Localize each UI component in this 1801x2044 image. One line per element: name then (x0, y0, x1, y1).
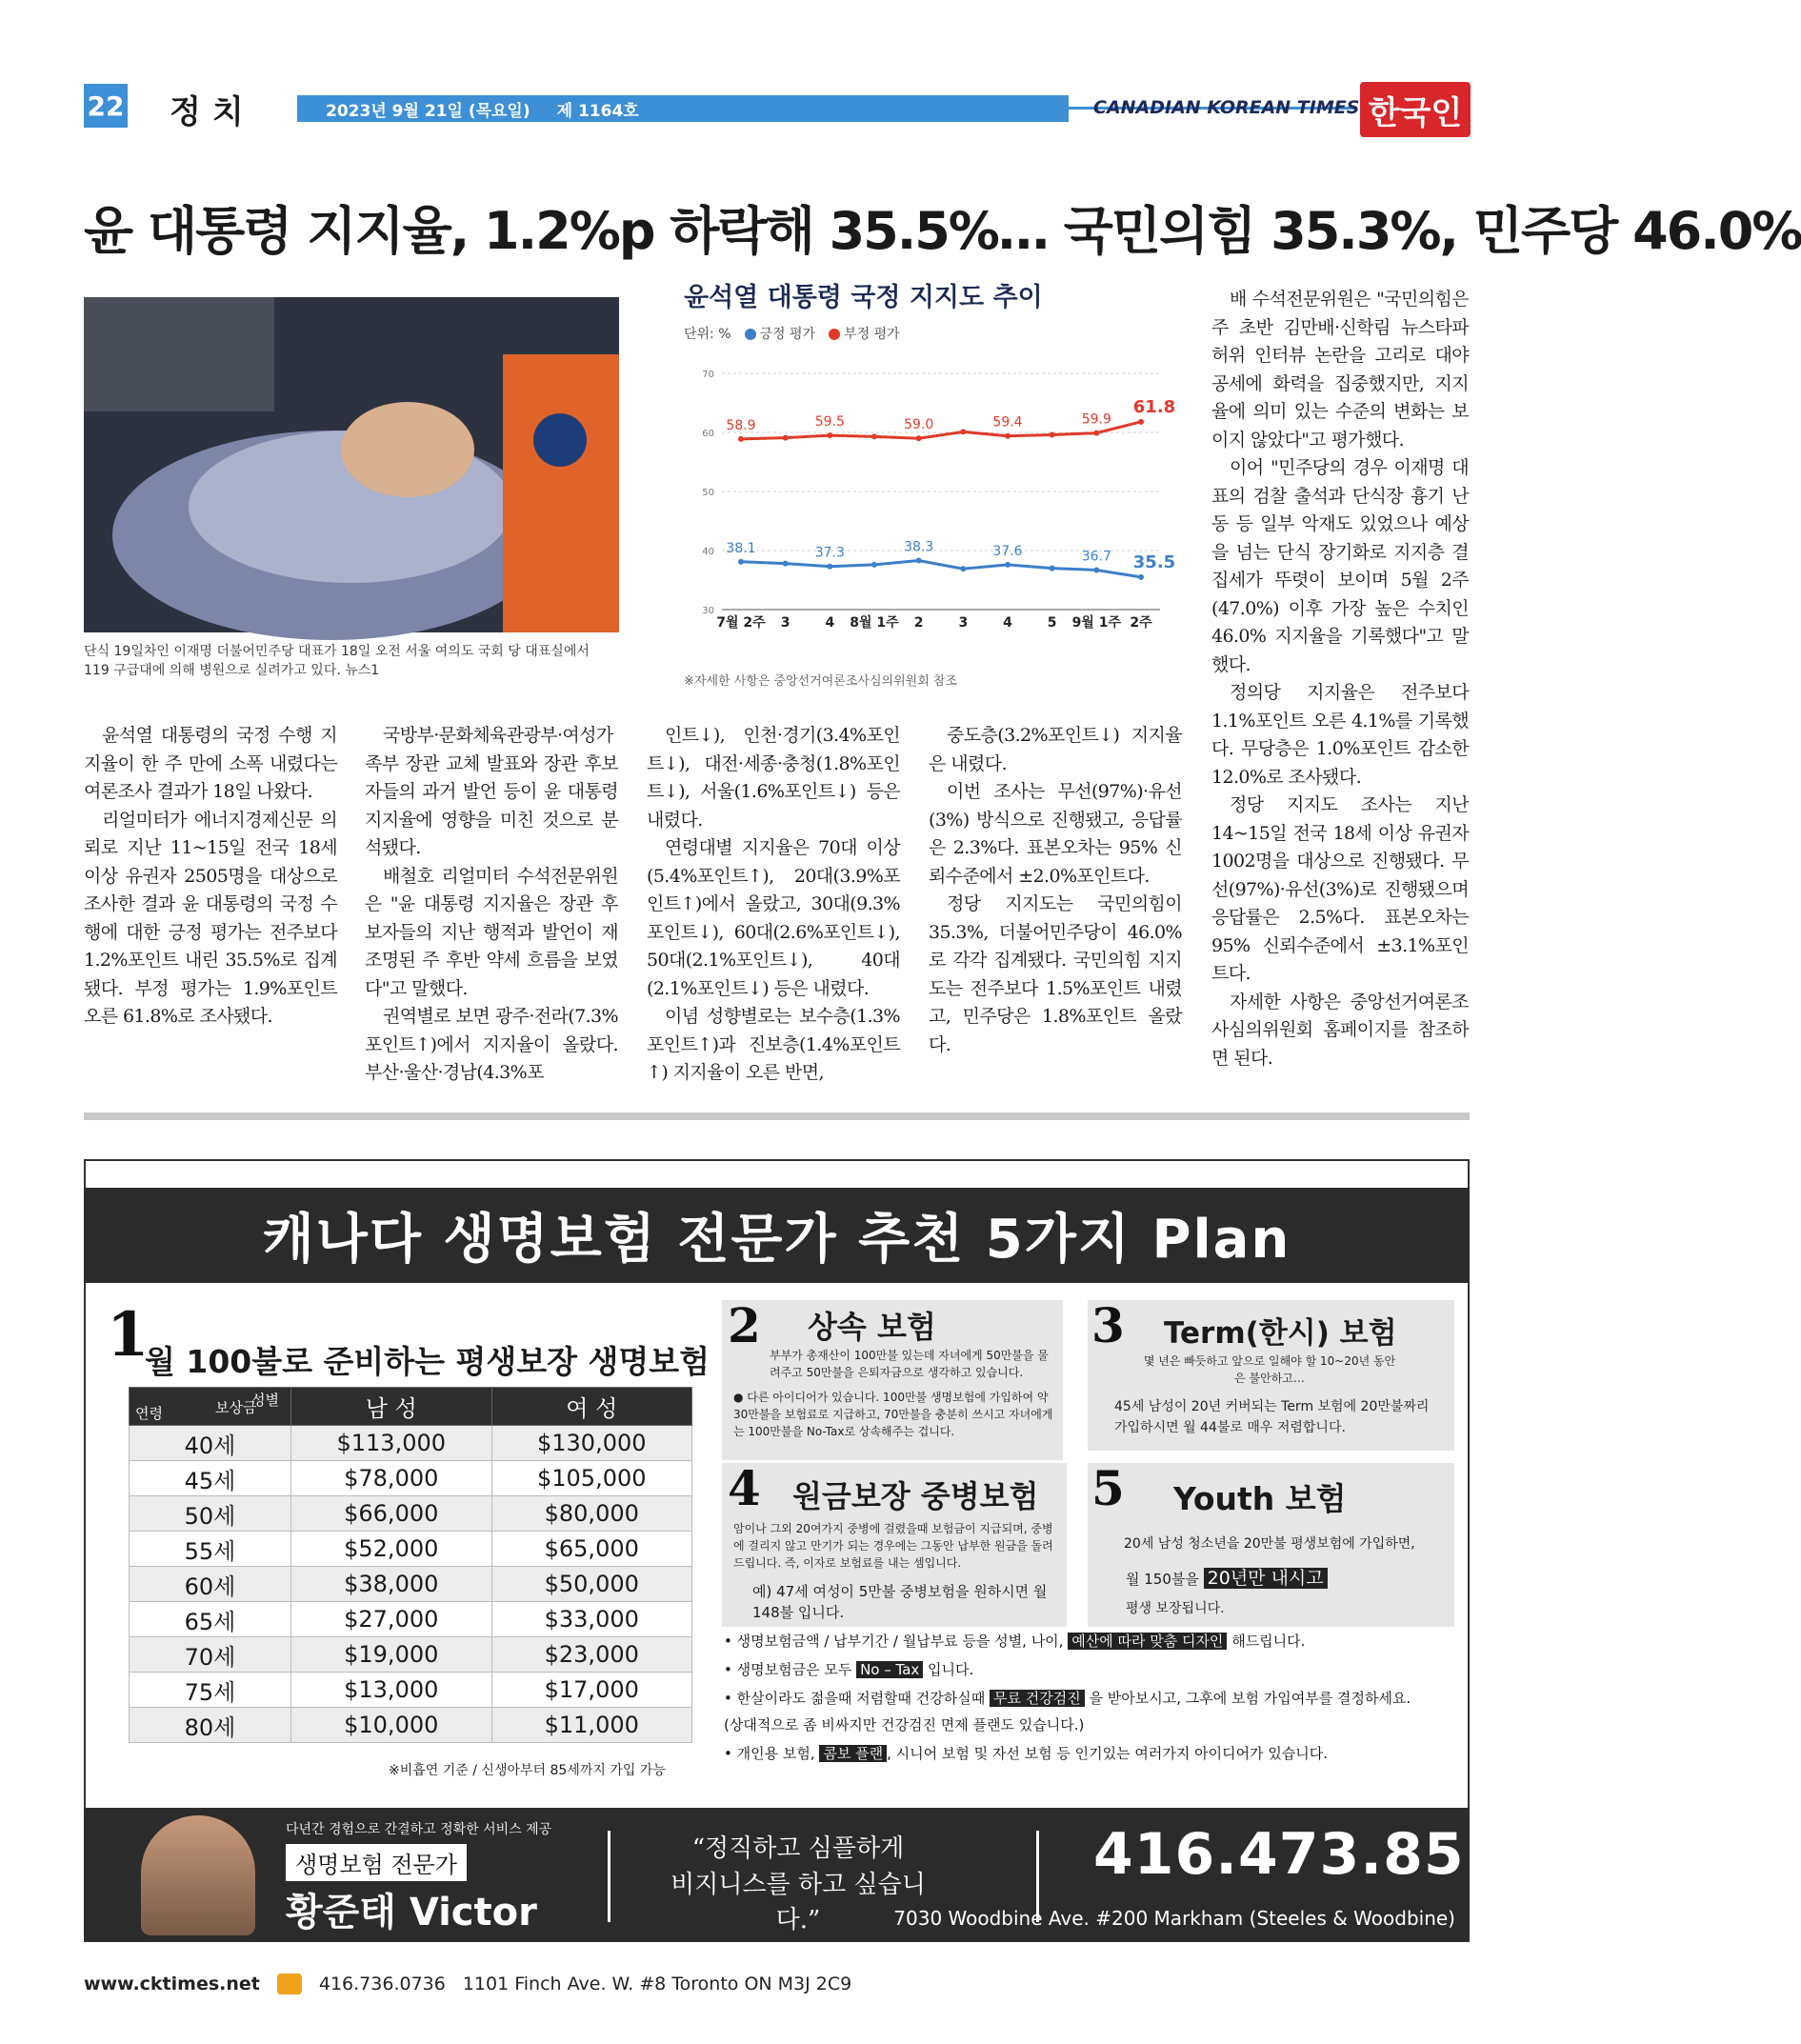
agent-quote-1: “정직하고 심플하게 (691, 1834, 905, 1863)
data-label: 37.3 (814, 545, 845, 561)
rate-cell-female: $17,000 (491, 1673, 692, 1708)
rate-cell-female: $33,000 (491, 1602, 692, 1637)
table-row (130, 1673, 692, 1708)
plan5-text2: 월 150불을 20년만 내시고 (1126, 1564, 1328, 1590)
rate-cell-age: 40세 (130, 1426, 291, 1461)
plan1-title: 월 100불로 준비하는 평생보장 생명보험 (145, 1343, 710, 1380)
table-corner-header: 성별 연령 보상금 (130, 1388, 291, 1426)
article-paragraph: 권역별로 보면 광주·전라(7.3%포인트↑)에서 지지율이 올랐다. 부산·울산·경남(4.3%포 (365, 1006, 618, 1083)
table-row (130, 1708, 692, 1743)
rate-cell-age: 60세 (130, 1567, 291, 1602)
rate-cell-female: $65,000 (491, 1532, 692, 1567)
photo-illustration (84, 297, 619, 632)
article-paragraph: 이어 "민주당의 경우 이재명 대표의 검찰 출석과 단식장 흉기 난동 등 일부 악재도 있었으나 예상을 넘는 단식 장기화로 지지층 결집세가 뚜렷이 보이며 5월 2주(47.0%) 이후 가장 높은 수치인 46.0% 지지율을 기록했다"고 말했다. (1211, 457, 1469, 675)
article-paragraph: 배 수석전문위원은 "국민의힘은 주 초반 김만배·신학림 뉴스타파 허위 인터뷰 논란을 고리로 대야 공세에 화력을 집중했지만, 지지율에 의미 있는 수준의 변화는 보이지 않았다"고 평가했다. (1211, 289, 1469, 451)
article-paragraph: 리얼미터가 에너지경제신문 의뢰로 지난 11~15일 전국 18세 이상 유권자 2505명을 대상으로 조사한 결과 윤 대통령의 국정 수행에 대한 긍정 평가는 전주보다 1.2%포인트 내린 35.5%로 집계됐다. 부정 평가는 1.9%포인트 오른 61.8%로 조사됐다. (84, 809, 337, 1027)
table-row (130, 1637, 692, 1673)
x-tick-label: 9월 1주 (1071, 615, 1122, 631)
chart-note: ※자세한 사항은 중앙선거여론조사심의위원회 참조 (684, 674, 958, 689)
x-tick-label: 5 (1047, 615, 1057, 631)
plan4-number: 4 (728, 1460, 761, 1516)
y-tick-label: 30 (702, 606, 714, 616)
bullet-highlight: 콤보 플랜 (819, 1745, 887, 1762)
agent-phone[interactable]: 416.473.8510 (1093, 1821, 1547, 1888)
footer-address: 1101 Finch Ave. W. #8 Toronto ON M3J 2C9 (462, 1974, 852, 1994)
plan4-text2: 예) 47세 여성이 5만불 중병보험을 원하시면 월 148불 입니다. (752, 1583, 1048, 1621)
bullet-highlight: 예산에 따라 맞춤 디자인 (1068, 1633, 1227, 1650)
data-label: 59.0 (904, 417, 934, 433)
data-point (1138, 574, 1144, 580)
rate-cell-female: $105,000 (491, 1461, 692, 1496)
plan5-text1: 20세 남성 청소년을 20만불 평생보험에 가입하면, (1124, 1536, 1415, 1552)
issue-date: 2023년 9월 21일 (목요일) (326, 101, 530, 121)
data-point (738, 559, 744, 565)
article-column-4 (929, 722, 1182, 1059)
rate-cell-female: $50,000 (491, 1567, 692, 1602)
plan4-text1: 암이나 그외 20여가지 중병에 걸렸을때 보험금이 지급되며, 중병에 걸리지 않고 만기가 되는 경우에는 그동안 납부한 원금을 돌려 드립니다. 즉, 이자로 보험료를 내는 셈입니다. (733, 1522, 1053, 1570)
ad-bullet: • 한살이라도 젊을때 저렴할때 건강하실때 무료 건강검진 을 받아보시고, 그후에 보험 가입여부를 결정하세요. (724, 1690, 1411, 1707)
table-row (130, 1532, 692, 1567)
article-paragraph: 자세한 사항은 중앙선거여론조사심의위원회 홈페이지를 참조하면 된다. (1211, 991, 1469, 1069)
plan2-text2: ● 다른 아이디어가 있습니다. 100만불 생명보험에 가입하여 약 30만불을 보험료로 지급하고, 70만불을 충분히 쓰시고 자녀에게는 100만불을 No-Tax로 상속해주는 겁니다. (733, 1391, 1053, 1438)
paper-name-english: CANADIAN KOREAN TIMES (1093, 97, 1360, 118)
rate-cell-male: $13,000 (291, 1673, 492, 1708)
data-point (1050, 566, 1055, 571)
rate-cell-male: $66,000 (291, 1496, 492, 1532)
rate-cell-male: $19,000 (291, 1637, 492, 1673)
article-paragraph: 정의당 지지율은 전주보다 1.1%포인트 오른 4.1%를 기록했다. 무당층은 1.0%포인트 감소한 12.0%로 조사됐다. (1211, 682, 1469, 788)
table-row (130, 1496, 692, 1532)
article-column-1 (84, 722, 337, 1032)
data-point (1138, 419, 1144, 425)
article-paragraph: 연령대별 지지율은 70대 이상(5.4%포인트↑), 20대(3.9%포인트↑)에서 올랐고, 30대(9.3%포인트↓), 60대(2.6%포인트↓), 50대(2.1%포인트↓), 40대(2.1%포인트↓) 등은 내렸다. (647, 837, 900, 999)
plan1-note: ※비흡연 기준 / 신생아부터 85세까지 가입 가능 (389, 1763, 666, 1778)
y-tick-label: 40 (702, 547, 714, 557)
news-photo (84, 297, 619, 632)
y-tick-label: 70 (702, 370, 714, 380)
photo-caption: 단식 19일차인 이재명 더불어민주당 대표가 18일 오전 서울 여의도 국회 당 대표실에서 119 구급대에 의해 병원으로 실려가고 있다. 뉴스1 (84, 644, 590, 678)
rate-cell-female: $23,000 (491, 1637, 692, 1673)
plan2-title: 상속 보험 (808, 1309, 936, 1345)
x-tick-label: 4 (825, 615, 835, 631)
ad-bullet: • 개인용 보험, 콤보 플랜 , 시니어 보험 및 자선 보험 등 인기있는 여러가지 아이디어가 있습니다. (724, 1745, 1329, 1762)
y-tick-label: 60 (702, 429, 714, 439)
plan5-highlight: 20년만 내시고 (1204, 1568, 1328, 1589)
data-label: 36.7 (1081, 549, 1111, 565)
rate-cell-female: $80,000 (491, 1496, 692, 1532)
agent-quote-2: 비지니스를 하고 싶습니다.” (670, 1871, 926, 1934)
x-tick-label: 8월 1주 (850, 615, 899, 631)
ad-banner: 캐나다 생명보험 전문가 추천 5가지 Plan (84, 1188, 1470, 1283)
plan5-number: 5 (1091, 1460, 1125, 1516)
legend-negative: 부정 평가 (829, 324, 900, 343)
x-tick-label: 3 (958, 615, 969, 631)
rate-cell-male: $27,000 (291, 1602, 492, 1637)
data-point (1093, 431, 1099, 436)
data-point (783, 435, 789, 441)
article-paragraph: 이번 조사는 무선(97%)·유선(3%) 방식으로 진행됐고, 응답률은 2.3%다. 표본오차는 95% 신뢰수준에서 ±2.0%포인트다. (929, 781, 1182, 887)
data-label: 59.9 (1081, 411, 1111, 428)
y-tick-label: 50 (702, 488, 714, 498)
article-paragraph: 배철호 리얼미터 수석전문위원은 "윤 대통령 지지율은 장관 후보자들의 지난 행적과 발언이 재조명된 주 후반 약세 흐름을 보였다"고 말했다. (365, 865, 618, 999)
rate-cell-age: 70세 (130, 1637, 291, 1673)
plan5-text3: 평생 보장됩니다. (1126, 1601, 1225, 1616)
x-tick-label: 4 (1003, 615, 1012, 631)
bullet-highlight: No – Tax (856, 1661, 923, 1678)
article-paragraph: 정당 지지도는 국민의힘이 35.3%, 더불어민주당이 46.0%로 각각 집계됐다. 국민의힘 지지도는 전주보다 1.5%포인트 내렸고, 민주당은 1.8%포인트 올랐다. (929, 893, 1182, 1055)
plan3-text2: 45세 남성이 20년 커버되는 Term 보험에 20만불짜리 가입하시면 월 44불로 매우 저렴합니다. (1114, 1399, 1430, 1435)
article-headline: 윤 대통령 지지율, 1.2%p 하락해 35.5%… 국민의힘 35.3%, 민주당 46.0% (84, 201, 1801, 261)
table-row (130, 1426, 692, 1461)
article-paragraph: 정당 지지도 조사는 지난 14~15일 전국 18세 이상 유권자 1002명을 대상으로 진행됐다. 무선(97%)·유선(3%)로 진행됐으며 응답률은 2.5%다. 표본오차는 95% 신뢰수준에서 ±3.1%포인트다. (1211, 794, 1469, 984)
rate-cell-age: 55세 (130, 1532, 291, 1567)
rate-cell-male: $10,000 (291, 1708, 492, 1743)
article-paragraph: 인트↓), 인천·경기(3.4%포인트↓), 대전·세종·충청(1.8%포인트↓), 서울(1.6%포인트↓) 등은 내렸다. (647, 725, 900, 831)
data-point (871, 433, 877, 439)
plan2-number: 2 (728, 1297, 761, 1353)
table-row (130, 1602, 692, 1637)
rate-cell-male: $113,000 (291, 1426, 492, 1461)
plan4-title: 원금보장 중병보험 (792, 1478, 1039, 1514)
agent-contact-bar (84, 1808, 1547, 1941)
bullet-highlight: 무료 건강검진 (990, 1690, 1085, 1707)
plan3-number: 3 (1091, 1297, 1125, 1353)
data-point (1050, 431, 1055, 437)
phone-icon (277, 1974, 302, 1994)
x-tick-label: 2주 (1130, 615, 1152, 631)
agent-tagline: 다년간 경험으로 간결하고 정확한 서비스 제공 (286, 1822, 552, 1837)
rate-cell-age: 65세 (130, 1602, 291, 1637)
data-label: 61.8 (1132, 396, 1176, 417)
rate-cell-female: $11,000 (491, 1708, 692, 1743)
data-point (1093, 567, 1099, 572)
agent-address: 7030 Woodbine Ave. #200 Markham (Steeles & Woodbine) (893, 1907, 1455, 1930)
article-column-5 (1211, 286, 1469, 1072)
data-label: 59.4 (992, 414, 1023, 431)
footer-website[interactable]: www.cktimes.net (84, 1974, 260, 1994)
footer-phone: 416.736.0736 (318, 1974, 446, 1994)
rate-cell-female: $130,000 (491, 1426, 692, 1461)
plan3-title: Term(한시) 보험 (1164, 1316, 1397, 1351)
data-point (738, 436, 744, 442)
col-female-header: 여 성 (491, 1388, 692, 1426)
chart-legend (684, 324, 900, 343)
data-point (960, 429, 966, 434)
agent-role: 생명보험 전문가 (286, 1844, 467, 1881)
data-point (916, 435, 922, 441)
data-label: 38.1 (726, 540, 756, 556)
chart-title: 윤석열 대통령 국정 지지도 추이 (684, 283, 1043, 312)
x-tick-label: 7월 2주 (716, 615, 766, 631)
agent-photo (141, 1815, 255, 1935)
rate-cell-male: $38,000 (291, 1567, 492, 1602)
agent-name: 황준태 Victor (286, 1891, 537, 1934)
data-label: 35.5 (1132, 551, 1176, 572)
ad-bullet: (상대적으로 좀 비싸지만 건강검진 면제 플랜도 있습니다.) (724, 1716, 1085, 1733)
article-column-3 (647, 722, 900, 1088)
plan2-text1: 부부가 총재산이 100만불 있는데 자녀에게 50만불을 물려주고 50만불을 은퇴자금으로 생각하고 있습니다. (770, 1349, 1049, 1379)
table-row (130, 1567, 692, 1602)
rate-cell-male: $52,000 (291, 1532, 492, 1567)
article-paragraph: 중도층(3.2%포인트↓) 지지율은 내렸다. (929, 725, 1182, 774)
data-label: 38.3 (904, 539, 934, 555)
page-footer (84, 1974, 851, 1994)
divider (608, 1831, 610, 1922)
table-row (130, 1461, 692, 1496)
article-paragraph: 국방부·문화체육관광부·여성가족부 장관 교체 발표와 장관 후보자들의 과거 발언 등이 윤 대통령 지지율에 영향을 미친 것으로 분석됐다. (365, 725, 618, 858)
data-point (916, 558, 922, 564)
data-label: 59.5 (814, 414, 845, 431)
page-number: 22 (84, 84, 128, 128)
section-title: 정치 (170, 93, 255, 131)
header-bar (297, 95, 1069, 122)
data-point (960, 566, 966, 571)
data-point (783, 561, 789, 567)
rate-cell-age: 75세 (130, 1673, 291, 1708)
ad-bullet: • 생명보험금액 / 납부기간 / 월납부료 등을 성별, 나이, 예산에 따라 맞춤 디자인 해드립니다. (724, 1633, 1306, 1650)
plan5-title: Youth 보험 (1173, 1480, 1347, 1517)
rate-cell-male: $78,000 (291, 1461, 492, 1496)
plan3-text1: 몇 년은 빠듯하고 앞으로 일해야 할 10~20년 동안은 불안하고… (1143, 1354, 1396, 1385)
issue-number: 제 1164호 (556, 101, 639, 121)
ad-bullet: • 생명보험금은 모두 No – Tax 입니다. (724, 1661, 974, 1678)
data-point (1005, 562, 1011, 568)
x-tick-label: 3 (780, 615, 790, 631)
rate-cell-age: 50세 (130, 1496, 291, 1532)
chart-unit: 단위: % (684, 327, 731, 342)
col-male-header: 남 성 (291, 1388, 492, 1426)
newspaper-logo: 한국인 (1360, 82, 1471, 137)
data-label: 37.6 (992, 543, 1023, 559)
legend-positive: 긍정 평가 (745, 324, 816, 343)
plan1-rates-table (129, 1387, 692, 1743)
data-label: 58.9 (726, 417, 756, 433)
data-point (1005, 433, 1011, 439)
rate-cell-age: 45세 (130, 1461, 291, 1496)
data-point (827, 564, 832, 570)
rate-cell-age: 80세 (130, 1708, 291, 1743)
plan1-number: 1 (107, 1299, 150, 1371)
article-paragraph: 윤석열 대통령의 국정 수행 지지율이 한 주 만에 소폭 내렸다는 여론조사 결과가 18일 나왔다. (84, 725, 337, 802)
approval-chart (684, 354, 1179, 659)
section-divider (84, 1112, 1470, 1120)
x-tick-label: 2 (913, 615, 924, 631)
article-paragraph: 이념 성향별로는 보수층(1.3%포인트↑)과 진보층(1.4%포인트↑) 지지율이 오른 반면, (647, 1006, 900, 1083)
data-point (827, 432, 832, 438)
data-point (871, 562, 877, 568)
article-column-2 (365, 722, 618, 1088)
